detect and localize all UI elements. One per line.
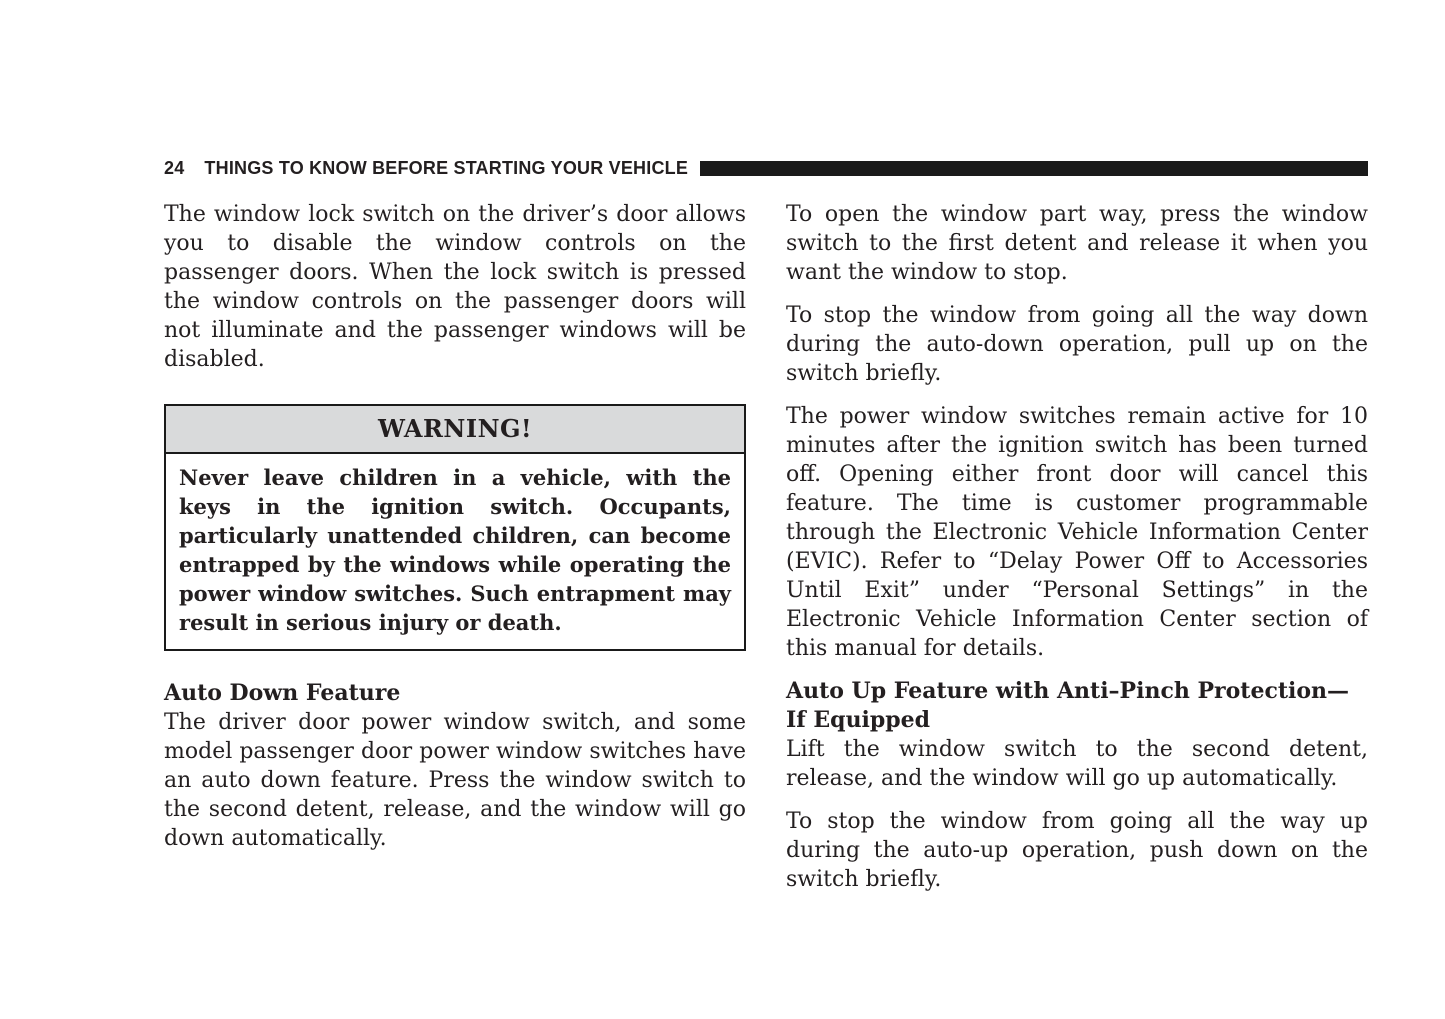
- auto-down-heading: Auto Down Feature: [164, 680, 401, 706]
- auto-down-paragraph: The driver door power window switch, and some model passenger door power window switches have an auto down feature. Press the window switch to the second detent, release, and the window will go down automatically.: [164, 710, 746, 851]
- left-column: [164, 200, 746, 867]
- part-way-paragraph: To open the window part way, press the window switch to the first detent and release it when you want the window to stop.: [786, 202, 1368, 285]
- active-timer-paragraph: The power window switches remain active for 10 minutes after the ignition switch has been turned off. Opening either front door will cancel this feature. The time is customer programmable through the Electronic Vehicle Information Center (EVIC). Refer to “Delay Power Off to Accessories Until Exit” under “Personal Settings” in the Electronic Vehicle Information Center section of this manual for details.: [786, 404, 1368, 661]
- page-header: [164, 157, 1368, 179]
- warning-box: [164, 404, 746, 651]
- warning-body: Never leave children in a vehicle, with the keys in the ignition switch. Occupants, particularly unattended children, can become entrapped by the windows while operating the power window switches. Such entrapment may result in serious injury or death.: [179, 465, 731, 635]
- header-rule: [700, 161, 1368, 176]
- stop-up-paragraph: To stop the window from going all the way up during the auto-up operation, push down on the switch briefly.: [786, 809, 1368, 892]
- right-column: [786, 200, 1368, 908]
- stop-down-paragraph: To stop the window from going all the way down during the auto-down operation, pull up on the switch briefly.: [786, 303, 1368, 386]
- section-title: THINGS TO KNOW BEFORE STARTING YOUR VEHICLE: [204, 157, 689, 178]
- warning-title: WARNING!: [166, 406, 744, 454]
- auto-up-paragraph: Lift the window switch to the second detent, release, and the window will go up automatically.: [786, 737, 1368, 791]
- auto-up-heading: Auto Up Feature with Anti–Pinch Protection—If Equipped: [786, 678, 1350, 733]
- window-lock-paragraph: The window lock switch on the driver’s door allows you to disable the window controls on the passenger doors. When the lock switch is pressed the window controls on the passenger doors will not illuminate and the passenger windows will be disabled.: [164, 202, 746, 372]
- page-number: 24: [164, 157, 185, 178]
